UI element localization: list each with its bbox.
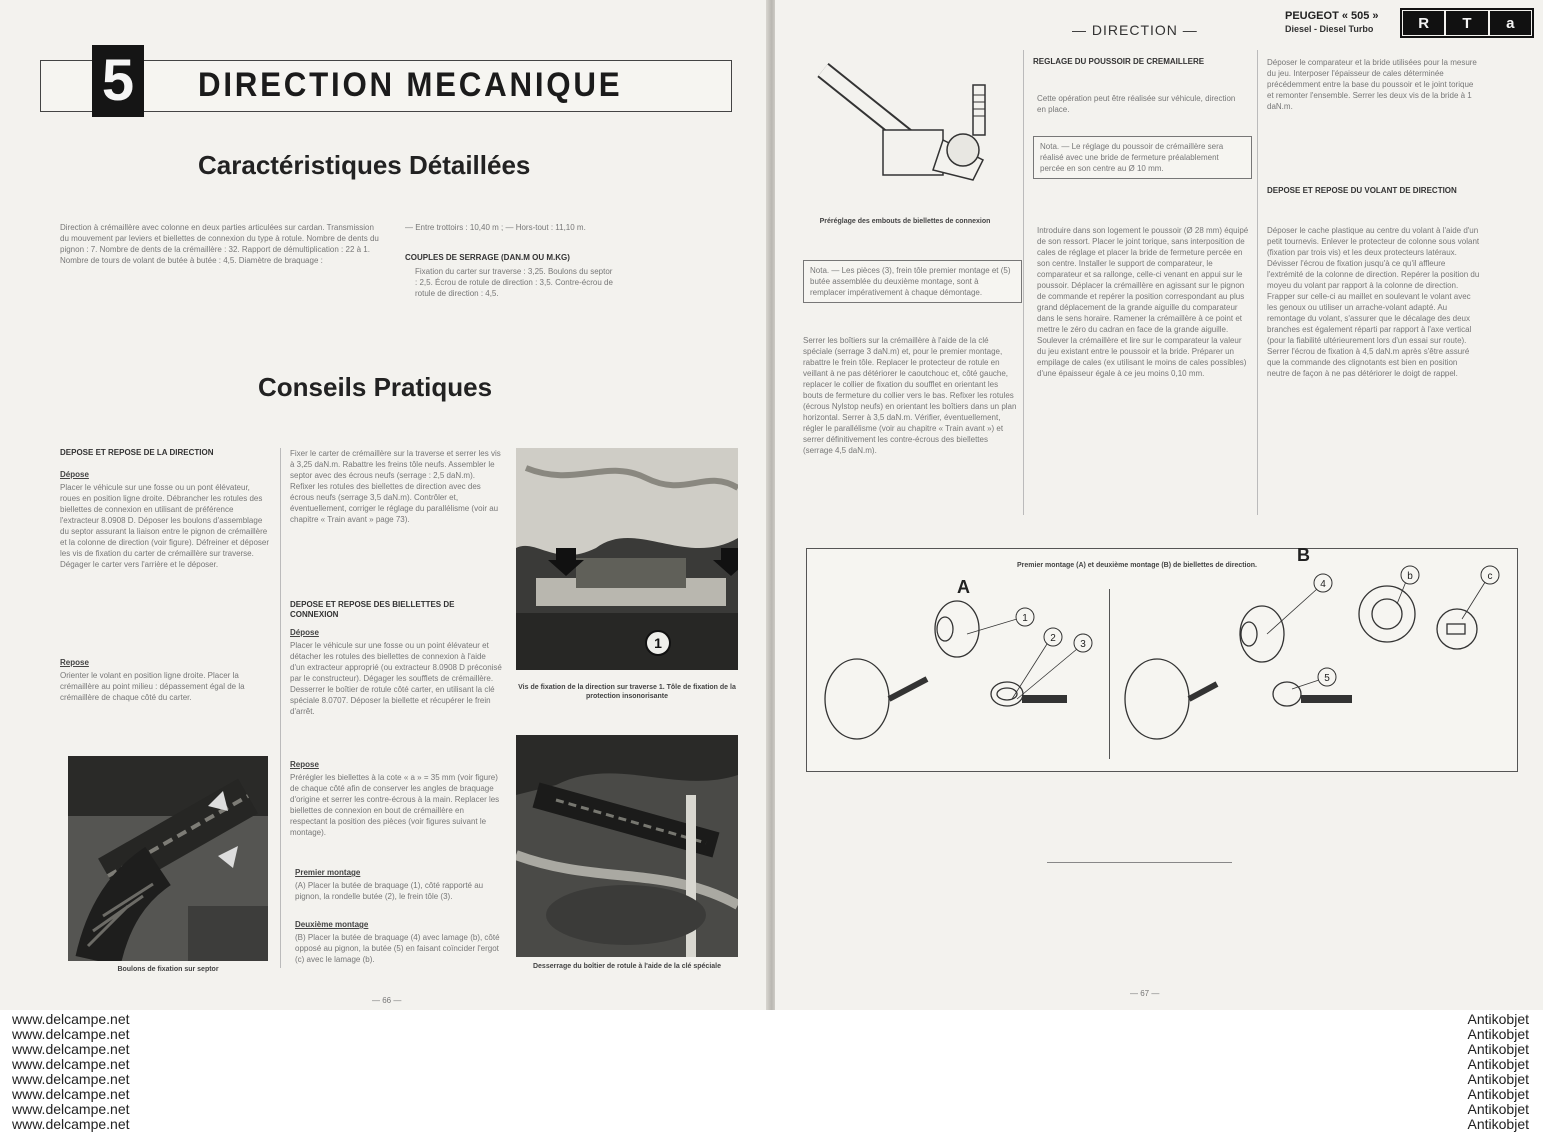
watermark-left: www.delcampe.net — [12, 1041, 130, 1057]
watermark-right: Antikobjet — [1467, 1116, 1529, 1132]
col1-repose: Repose — [60, 658, 89, 667]
watermark-right: Antikobjet — [1467, 1071, 1529, 1087]
colA-text: Serrer les boîtiers sur la crémaillère à l'aide de la clé spéciale (serrage 3 daN.m) et, pour le premier montage, rabattre le frein tôle. Replacer le protecteur de rotule en veillant à ne pas détériorer le caoutchouc et, côté gauche, replacer le collier de fixation du soufflet en orientant les bouts de fermeture du collier vers le bas. Refixer les rotules (écrous Nylstop neufs) en orientant les boîtiers dans un plan horizontal. Serrer à 3,5 daN.m. Vérifier, éventuellement, régler le parallélisme (voir au chapitre « Train avant ») et serrer définitivement les contre-écrous des biellettes (serrage 4,5 daN.m). — [803, 336, 1017, 455]
column-rule — [280, 448, 281, 968]
col1-text: Placer le véhicule sur une fosse ou un pont élévateur, roues en position ligne droite. Débrancher les rotules des biellettes de connexion en utilisant de préférence l'extracteur 8.0908 D. Déposer les boulons d'assemblage du septor assurant la liaison entre le pignon de crémaillère et la colonne de direction (voir figure). Défreiner et déposer les vis de fixation du carter de crémaillère sur traverse. Dégager le carter vers l'arrière et le déposer. — [60, 483, 269, 569]
callout-5: 5 — [1324, 673, 1330, 684]
figure-prereglage — [813, 50, 1025, 210]
caption-photo-desserrage: Desserrage du boîtier de rotule à l'aide de la clé spéciale — [532, 963, 722, 970]
watermark-right: Antikobjet — [1467, 1101, 1529, 1117]
chapter-number: 5 — [92, 45, 144, 117]
colB-title: REGLAGE DU POUSSOIR DE CREMAILLERE — [1033, 57, 1205, 66]
nota-box-reglage: Nota. — Le réglage du poussoir de crémaillère sera réalisé avec une bride de fermeture préalablement percée en son centre au Ø 10 mm. — [1033, 136, 1252, 179]
running-header: — DIRECTION — — [1072, 22, 1198, 38]
left-page-number: — 66 — — [372, 996, 402, 1005]
rta-logo-r: R — [1403, 11, 1444, 35]
colC-text2: Déposer le cache plastique au centre du volant à l'aide d'un petit tournevis. Enlever le protecteur de colonne sous volant (fixation par trois vis) et les deux protecteurs latéraux. Dévisser l'écrou de fixation jusqu'à ce qu'il affleure l'extrémité de la colonne de direction. Repérer la position du moyeu du volant par rapport à la colonne de direction. Frapper sur celle-ci au maillet en soulevant le volant avec les genoux ou utiliser un arrache-volant adapté. Au remontage du volant, s'assurer que le décalage des deux branches est également réparti par rapport à l'axe vertical (pour la fiabilité ultérieurement lors d'un essai sur route). Serrer l'écrou de fixation à 4,5 daN.m après s'être assuré que la commande des clignotants est bien en position neutre de façon à ne pas détériorer le doigt de rappel. — [1267, 226, 1480, 378]
callout-2: 2 — [1050, 633, 1056, 644]
rta-logo-t: T — [1446, 11, 1487, 35]
couples-text: Fixation du carter sur traverse : 3,25. Boulons du septor : 2,5. Écrou de rotule de direction : 3,5. Contre-écrou de rotule de direction : 4,5. — [415, 267, 613, 298]
rta-logo-a: a — [1490, 11, 1531, 35]
watermark-right: Antikobjet — [1467, 1056, 1529, 1072]
col1-title: DEPOSE ET REPOSE DE LA DIRECTION — [60, 448, 214, 457]
nota-box-pieces: Nota. — Les pièces (3), frein tôle premier montage et (5) butée assemblée du deuxième montage, sont à remplacer impérativement à chaque démontage. — [803, 260, 1022, 303]
callout-c: c — [1487, 571, 1493, 582]
diagram-montage — [806, 545, 1518, 772]
caracteristiques-text: Direction à crémaillère avec colonne en deux parties articulées sur cardan. Transmission du mouvement par leviers et biellettes de connexion du type à rotule. Nombre de dents du pignon : 7. Nombre de dents de la crémaillère : 32. Rapport de démultiplication : 22 à 1. Nombre de tours de volant de butée à butée : 4,5. Diamètre de braquage : — [60, 223, 379, 265]
caption-photo-fixation: Vis de fixation de la direction sur traverse 1. Tôle de fixation de la protection insonorisante — [518, 684, 736, 700]
colB-text: Introduire dans son logement le poussoir (Ø 28 mm) équipé de son ressort. Placer le joint torique, sans interposition de cales de réglage et placer la bride de fermeture percée en son centre. Installer le support de comparateur, le comparateur et sa rallonge, celle-ci venant en appui sur le poussoir. Déplacer la crémaillère en agissant sur le pignon de commande et repérer la position correspondant au plus grand déplacement de la grande aiguille du comparateur dans le sens horaire. Ramener la crémaillère à ce point et mettre le zéro du cadran en face de la grande aiguille. Soulever la crémaillère et lire sur le comparateur la valeur du jeu existant entre le poussoir et la bride. Préparer un empilage de cales (ex utilisant le moins de cales possibles) d'une épaisseur égale à ce jeu moins 0,10 mm. — [1037, 226, 1249, 378]
col2-premier-montage-title: Premier montage — [295, 868, 361, 877]
watermark-left: www.delcampe.net — [12, 1086, 130, 1102]
colB-intro: Cette opération peut être réalisée sur véhicule, direction en place. — [1037, 94, 1236, 114]
section-title-caracteristiques: Caractéristiques Détaillées — [198, 150, 531, 180]
colC-title: DEPOSE ET REPOSE DU VOLANT DE DIRECTION — [1267, 186, 1457, 195]
rta-logo — [1400, 8, 1534, 38]
callout-1: 1 — [1022, 613, 1028, 624]
watermark-left: www.delcampe.net — [12, 1101, 130, 1117]
watermark-left: www.delcampe.net — [12, 1011, 130, 1027]
watermark-left: www.delcampe.net — [12, 1026, 130, 1042]
photo-desserrage-boitier — [516, 735, 738, 957]
diagram-label-b: B — [1297, 545, 1310, 565]
caption-photo-septor: Boulons de fixation sur septor — [117, 966, 219, 973]
photo-fixation-direction — [516, 448, 738, 670]
watermark-left: www.delcampe.net — [12, 1116, 130, 1132]
left-page — [0, 0, 768, 1010]
column-rule — [1257, 50, 1258, 515]
photo-boulons-septor — [68, 756, 268, 961]
col1-depose: Dépose — [60, 470, 89, 479]
col2-repose: Repose — [290, 760, 319, 769]
diagram-title: Premier montage (A) et deuxième montage (B) de biellettes de direction. — [1017, 562, 1257, 569]
chapter-title: DIRECTION MECANIQUE — [198, 66, 623, 104]
right-page — [775, 0, 1543, 1010]
col2-deuxieme-montage-text: (B) Placer la butée de braquage (4) avec lamage (b), côté opposé au pignon, la butée (5) en faisant coïncider l'ergot (c) avec le lamage (b). — [295, 933, 500, 964]
col2-depose: Dépose — [290, 628, 319, 637]
col2-text3: Prérégler les biellettes à la cote « a » = 35 mm (voir figure) de chaque côté afin de conserver les angles de braquage d'origine et serrer les contre-écrous à la main. Replacer les biellettes de connexion en bout de crémaillère en respectant la position des pièces (voir figures suivant le montage). — [290, 773, 500, 837]
watermark-right: Antikobjet — [1467, 1011, 1529, 1027]
section-title-conseils: Conseils Pratiques — [258, 372, 493, 402]
header-model: PEUGEOT « 505 » — [1285, 10, 1379, 22]
end-rule — [1047, 862, 1232, 863]
callout-3: 3 — [1080, 639, 1086, 650]
col1-text2: Orienter le volant en position ligne droite. Placer la crémaillère au point milieu : dépassement égal de la crémaillère de chaque côté du carter. — [60, 671, 245, 702]
col2-text: Fixer le carter de crémaillère sur la traverse et serrer les vis à 3,25 daN.m. Rabattre les freins tôle neufs. Assembler le septor avec des écrous neufs (serrage : 2,5 daN.m). Refixer les rotules des biellettes de direction avec des écrous neufs (serrage 3,5 daN.m). Contrôler et, éventuellement, corriger le réglage du parallélisme (voir au chapitre « Train avant » page 73). — [290, 449, 501, 524]
callout-4: 4 — [1320, 579, 1326, 590]
col2-title: DEPOSE ET REPOSE DES BIELLETTES DE CONNEXION — [290, 600, 455, 619]
watermark-right: Antikobjet — [1467, 1086, 1529, 1102]
callout-b: b — [1407, 571, 1413, 582]
header-variant: Diesel - Diesel Turbo — [1285, 24, 1374, 34]
caracteristiques-braquage: — Entre trottoirs : 10,40 m ; — Hors-tout : 11,10 m. — [405, 223, 586, 232]
diagram-label-a: A — [957, 577, 970, 597]
watermark-left: www.delcampe.net — [12, 1071, 130, 1087]
watermark-right: Antikobjet — [1467, 1026, 1529, 1042]
col2-premier-montage-text: (A) Placer la butée de braquage (1), côté rapporté au pignon, la rondelle butée (2), le frein tôle (3). — [295, 881, 484, 901]
caption-prereglage: Préréglage des embouts de biellettes de connexion — [819, 218, 991, 225]
col2-text2: Placer le véhicule sur une fosse ou un point élévateur et détacher les rotules des biellettes de connexion à l'aide d'un extracteur approprié (ou extracteur 8.0908 D préconisé par le constructeur). Dégager les soufflets de crémaillère. Desserrer le boîtier de rotule côté carter, en utilisant la clé spéciale 8.0707. Déposer la biellette et récupérer le frein d'arrêt. — [290, 641, 502, 716]
colC-text: Déposer le comparateur et la bride utilisées pour la mesure du jeu. Interposer l'épaisseur de cales déterminée précédemment entre la base du poussoir et le joint torique et remonter l'ensemble. Serrer les deux vis de la bride à 1 daN.m. — [1267, 58, 1477, 111]
couples-title: COUPLES DE SERRAGE (DAN.M OU M.KG) — [405, 253, 570, 262]
right-page-number: — 67 — — [1130, 989, 1160, 998]
watermark-right: Antikobjet — [1467, 1041, 1529, 1057]
photo-callout-1: 1 — [654, 635, 662, 651]
col2-deuxieme-montage-title: Deuxième montage — [295, 920, 369, 929]
watermark-left: www.delcampe.net — [12, 1056, 130, 1072]
column-rule — [1023, 50, 1024, 515]
